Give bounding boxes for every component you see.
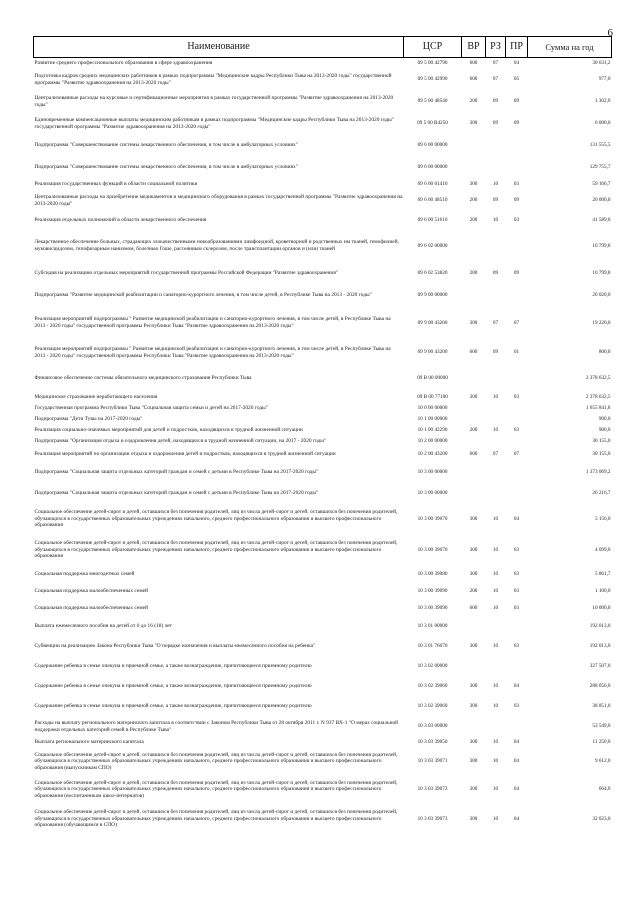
table-row xyxy=(34,157,612,179)
row-vr: 300 xyxy=(469,319,478,326)
row-rz: 10 xyxy=(492,703,499,710)
row-sum: 20 000,0 xyxy=(592,197,611,204)
table-row xyxy=(34,535,612,566)
row-sum: 1 655 841,8 xyxy=(585,404,611,411)
row-sum: 131 555,5 xyxy=(589,142,611,149)
table-row xyxy=(34,179,612,190)
row-rz xyxy=(486,483,506,504)
row-sum: 10 799,8 xyxy=(592,242,611,249)
row-sum: 1 373 069,2 xyxy=(585,469,611,476)
table-row xyxy=(34,91,612,113)
row-name: Подпрограмма "Организация отдыха и оздоровления детей, находящихся в трудной жизненной ситуации, на 2017 - 2020 годы" xyxy=(34,437,327,444)
row-vr: 300 xyxy=(469,120,478,127)
row-sum: 53 549,0 xyxy=(592,723,611,730)
row-csr: 09 6 00 48510 xyxy=(417,197,448,204)
row-csr: 09 В 00 77100 xyxy=(417,393,448,400)
row-pr xyxy=(506,135,528,157)
row-vr: 200 xyxy=(469,197,478,204)
row-vr: 600 xyxy=(469,604,478,611)
row-pr: 04 xyxy=(513,786,520,793)
table-row xyxy=(34,583,612,600)
table-row xyxy=(34,637,612,657)
row-rz: 09 xyxy=(492,98,499,105)
row-csr: 09 6 00 00000 xyxy=(417,142,448,149)
table-header-row xyxy=(34,37,612,58)
row-sum: 4 099,0 xyxy=(594,546,611,553)
row-pr: 04 xyxy=(513,758,520,765)
row-pr: 05 xyxy=(513,76,520,83)
row-pr: 04 xyxy=(513,683,520,690)
table-row xyxy=(34,212,612,230)
row-pr: 07 xyxy=(513,451,520,458)
row-rz: 09 xyxy=(492,197,499,204)
header-sum: Сумма на год xyxy=(528,37,612,58)
row-vr xyxy=(462,483,486,504)
row-sum: 129 755,7 xyxy=(589,164,611,171)
row-pr: 03 xyxy=(513,643,520,650)
row-name: Централизованные расходы на приобретение медикаментов и медицинского оборудования в рамках государственной программы "Развитие здравоохранения на 2013-2020 годы" xyxy=(34,193,403,207)
row-name: Субсидия на реализацию отдельных мероприятий государственной программы Российской Федерации "Развитие здравоохранения" xyxy=(34,270,338,277)
row-sum: 192 013,0 xyxy=(589,643,611,650)
row-rz: 10 xyxy=(492,683,499,690)
row-rz: 10 xyxy=(492,815,499,822)
row-csr: 10 3 00 39070 xyxy=(417,515,448,522)
row-csr: 10 3 03 39071 xyxy=(417,758,448,765)
row-csr: 09 6 02 53820 xyxy=(417,270,448,277)
row-rz xyxy=(486,717,506,737)
row-csr: 09 5 00 48540 xyxy=(417,98,448,105)
row-sum: 5 156,0 xyxy=(594,515,611,522)
row-name: Реализация мероприятий подпрограммы " Развитие медицинской реабилитации и санаторно-курортного лечения, в том числе детей, в Республике Тыва на 2013 - 2020 годы" государственной программы Республики Тыва "Развитие здравоохранения на 2013-2020 годы" xyxy=(34,316,391,329)
row-pr: 04 xyxy=(513,60,520,67)
table-row xyxy=(34,804,612,835)
row-rz xyxy=(486,414,506,425)
row-csr: 10 3 02 39060 xyxy=(417,703,448,710)
row-rz xyxy=(486,230,506,263)
row-sum: 977,0 xyxy=(598,76,611,83)
row-sum: 9 612,0 xyxy=(594,758,611,765)
row-csr: 09 6 00 00000 xyxy=(417,164,448,171)
table-row xyxy=(34,436,612,447)
row-sum: 2 378 632,5 xyxy=(585,393,611,400)
row-csr: 10 3 03 39072 xyxy=(417,786,448,793)
row-rz: 07 xyxy=(492,451,499,458)
row-rz xyxy=(486,285,506,307)
row-rz xyxy=(486,135,506,157)
table-row xyxy=(34,340,612,366)
row-rz xyxy=(486,463,506,483)
row-sum: 900,0 xyxy=(598,426,611,433)
table-row xyxy=(34,657,612,677)
row-pr: 03 xyxy=(513,587,520,594)
row-csr: 09 6 02 00000 xyxy=(417,242,448,249)
row-sum: 2 378 632,5 xyxy=(585,375,611,382)
table-row xyxy=(34,113,612,135)
row-name: Подготовка кадров средних медицинских работников в рамках подпрограммы "Медицинские кадры Республики Тыва на 2013-2020 годы" государственной программы "Развитие здравоохранения на 2013-2020 годы" xyxy=(34,72,392,86)
row-vr xyxy=(462,414,486,425)
row-name: Государственная программа Республики Тыва "Социальная защита семьи и детей на 2017-2020 годы" xyxy=(34,404,268,411)
row-pr xyxy=(506,657,528,677)
row-rz: 10 xyxy=(492,217,499,224)
table-row xyxy=(34,403,612,414)
row-vr: 200 xyxy=(469,217,478,224)
table-row xyxy=(34,463,612,483)
row-name: Подпрограмма "Социальная защита отдельных категорий граждан и семей с детьми в Республике Тыва на 2017-2020 годы" xyxy=(34,469,319,476)
row-pr: 04 xyxy=(513,515,520,522)
row-name: Подпрограмма "Развитие медицинской реабилитации и санаторно-курортного лечения, в том числе детей, в Республике Тыва на 2013 - 2020 годы" xyxy=(34,292,372,299)
table-row xyxy=(34,717,612,737)
row-rz: 09 xyxy=(492,349,499,356)
row-sum: 10 799,8 xyxy=(592,270,611,277)
row-sum: 288 656,0 xyxy=(589,683,611,690)
table-row xyxy=(34,776,612,804)
row-rz: 07 xyxy=(492,76,499,83)
table-row xyxy=(34,504,612,535)
row-sum: 20 020,0 xyxy=(592,292,611,299)
row-csr: 09 6 00 01410 xyxy=(417,180,448,187)
row-rz: 10 xyxy=(492,180,499,187)
row-vr: 200 xyxy=(469,270,478,277)
table-row xyxy=(34,285,612,307)
row-name: Реализация государственных функций в области социальной политики xyxy=(34,180,198,187)
row-pr xyxy=(506,617,528,637)
row-name: Социальное обеспечение детей-сирот и детей, оставшихся без попечения родителей, лиц из числа детей-сирот и детей, оставшихся без попечения родителей, обучающихся в государственных образовательных учреждениях начального, среднего профессионального образования и высшего профессионального образования (выпускникам СПО) xyxy=(34,751,398,771)
row-name: Социальная поддержка многодетных семей xyxy=(34,570,135,577)
row-sum: 41 589,0 xyxy=(592,217,611,224)
row-rz: 10 xyxy=(492,587,499,594)
row-name: Лекарственное обеспечение больных, страдающих злокачественными новообразованиями лимфоидной, кроветворной и родственных им тканей, гемофилией, муковисцидозом, гипофизарным нанизмом, болезнью Гоше, рассеянным склерозом, после трансплантации органов и (или) тканей xyxy=(34,239,399,252)
row-sum: 664,0 xyxy=(598,786,611,793)
row-csr: 09 5 00 42790 xyxy=(417,60,448,67)
row-rz: 09 xyxy=(492,270,499,277)
table-row xyxy=(34,263,612,285)
row-csr: 09 9 00 43200 xyxy=(417,319,448,326)
row-rz xyxy=(486,157,506,179)
row-sum: 30 631,2 xyxy=(592,60,611,67)
row-sum: 800,0 xyxy=(598,349,611,356)
row-csr: 09 6 00 51610 xyxy=(417,217,448,224)
row-pr: 03 xyxy=(513,546,520,553)
row-csr: 10 3 03 00000 xyxy=(417,723,448,730)
row-rz xyxy=(486,657,506,677)
row-csr: 10 3 03 39050 xyxy=(417,738,448,745)
row-pr: 03 xyxy=(513,217,520,224)
row-csr: 10 2 00 43200 xyxy=(417,451,448,458)
row-sum: 5 861,7 xyxy=(594,570,611,577)
row-pr: 07 xyxy=(513,319,520,326)
table-row xyxy=(34,135,612,157)
row-vr: 600 xyxy=(469,76,478,83)
row-pr xyxy=(506,717,528,737)
table-row xyxy=(34,447,612,463)
table-row xyxy=(34,307,612,340)
row-vr xyxy=(462,366,486,392)
row-csr: 09 5 00 42990 xyxy=(417,76,448,83)
row-name: Социальное обеспечение детей-сирот и детей, оставшихся без попечения родителей, лиц из числа детей-сирот и детей, оставшихся без попечения родителей, обучающихся в государственных образовательных учреждениях начального, среднего профессионального образования и высшего профессионального образования xyxy=(34,540,398,560)
header-vr: ВР xyxy=(462,37,486,58)
row-rz xyxy=(486,436,506,447)
row-vr: 200 xyxy=(469,587,478,594)
row-csr: 10 3 00 39090 xyxy=(417,604,448,611)
header-name: Наименование xyxy=(34,37,404,58)
row-name: Подпрограмма "Социальная защита отдельных категорий граждан и семей с детьми в Республике Тыва на 2017-2020 годы" xyxy=(34,489,319,496)
row-vr: 200 xyxy=(469,426,478,433)
row-pr: 04 xyxy=(513,815,520,822)
table-row xyxy=(34,697,612,717)
row-pr: 03 xyxy=(513,180,520,187)
row-rz xyxy=(486,617,506,637)
row-name: Социальное обеспечение детей-сирот и детей, оставшихся без попечения родителей, лиц из числа детей-сирот и детей, оставшихся без попечения родителей, обучающихся в государственных образовательных учреждениях начального, среднего профессионального образования и высшего профессионального образования xyxy=(34,509,398,529)
row-pr: 09 xyxy=(513,98,520,105)
row-rz: 10 xyxy=(492,604,499,611)
table-row xyxy=(34,617,612,637)
row-sum: 900,0 xyxy=(598,415,611,422)
row-vr: 300 xyxy=(469,570,478,577)
row-name: Единовременные компенсационные выплаты медицинским работникам в рамках подпрограммы "Медицинские кадры Республики Тыва на 2013-2020 годы" государственной программы "Развитие здравоохранения на 2013-2020 годы" xyxy=(34,116,394,130)
row-csr: 10 3 02 39060 xyxy=(417,683,448,690)
row-vr xyxy=(462,403,486,414)
row-name: Подпрограмма "Совершенствование системы лекарственного обеспечения, в том числе в амбулаторных условиях" xyxy=(34,164,298,171)
row-vr xyxy=(462,617,486,637)
row-name: Расходы на выплату регионального материнского капитала в соответствии с Законом Республики Тыва от 28 октября 2011 г. N 937 ВХ-1 "О мерах социальной поддержки отдельных категорий семей в Республике Тыва" xyxy=(34,719,399,733)
row-vr xyxy=(462,717,486,737)
row-name: Содержание ребенка в семье опекуна и приемной семье, а также вознаграждение, причитающееся приемному родителю xyxy=(34,663,312,670)
row-vr: 300 xyxy=(469,515,478,522)
row-csr: 09 5 00 R4250 xyxy=(417,120,448,127)
row-csr: 10 0 00 00000 xyxy=(417,404,448,411)
row-csr: 09 В 00 00000 xyxy=(417,375,448,382)
row-rz: 10 xyxy=(492,570,499,577)
row-vr: 300 xyxy=(469,703,478,710)
row-name: Субвенции на реализацию Закона Республики Тыва "О порядке назначения и выплаты ежемесячного пособия на ребенка" xyxy=(34,643,316,650)
row-pr xyxy=(506,403,528,414)
row-pr: 09 xyxy=(513,120,520,127)
row-vr: 300 xyxy=(469,683,478,690)
row-rz: 10 xyxy=(492,515,499,522)
row-name: Социальная поддержка малообеспеченных семей xyxy=(34,587,148,594)
table-row xyxy=(34,230,612,263)
row-name: Реализация отдельных полномочий в области лекарственного обеспечения xyxy=(34,217,207,224)
row-vr xyxy=(462,157,486,179)
row-rz: 10 xyxy=(492,786,499,793)
row-vr: 300 xyxy=(469,393,478,400)
row-csr: 10 3 00 39070 xyxy=(417,546,448,553)
row-name: Развитие среднего профессионального образования в сфере здравоохранения xyxy=(34,59,213,66)
row-sum: 1 100,0 xyxy=(594,587,611,594)
row-vr xyxy=(462,285,486,307)
row-sum: 26 216,7 xyxy=(592,489,611,496)
table-row xyxy=(34,414,612,425)
row-sum: 32 023,0 xyxy=(592,815,611,822)
row-sum: 192 013,0 xyxy=(589,623,611,630)
row-vr: 600 xyxy=(469,60,478,67)
row-csr: 10 3 00 00000 xyxy=(417,489,448,496)
row-vr: 200 xyxy=(469,98,478,105)
row-name: Содержание ребенка в семье опекуна и приемной семье, а также вознаграждение, причитающееся приемному родителю xyxy=(34,703,312,710)
row-vr xyxy=(462,436,486,447)
row-pr xyxy=(506,463,528,483)
row-name: Выплата регионального материнского капитала xyxy=(34,738,144,745)
row-sum: 10 000,0 xyxy=(592,604,611,611)
row-name: Медицинское страхование неработающего населения xyxy=(34,393,158,400)
row-csr: 10 3 00 00000 xyxy=(417,469,448,476)
row-rz: 07 xyxy=(492,60,499,67)
header-rz: РЗ xyxy=(486,37,506,58)
table-row xyxy=(34,566,612,583)
header-csr: ЦСР xyxy=(404,37,462,58)
row-pr xyxy=(506,366,528,392)
row-pr xyxy=(506,414,528,425)
table-row xyxy=(34,58,612,69)
row-sum: 11 250,0 xyxy=(592,738,611,745)
table-row xyxy=(34,748,612,776)
row-pr xyxy=(506,483,528,504)
row-pr: 03 xyxy=(513,426,520,433)
row-csr: 09 9 00 00000 xyxy=(417,292,448,299)
row-pr: 01 xyxy=(513,349,520,356)
row-rz xyxy=(486,403,506,414)
row-name: Финансовое обеспечение системы обязательного медицинского страхования Республики Тыва xyxy=(34,375,252,382)
row-vr: 300 xyxy=(469,546,478,553)
page-number: 6 xyxy=(607,27,613,39)
row-pr xyxy=(506,157,528,179)
row-sum: 38 851,0 xyxy=(592,703,611,710)
header-pr: ПР xyxy=(506,37,528,58)
row-csr: 10 1 00 42290 xyxy=(417,426,448,433)
row-name: Социальное обеспечение детей-сирот и детей, оставшихся без попечения родителей, лиц из числа детей-сирот и детей, оставшихся без попечения родителей, обучающихся в государственных образовательных учреждениях начального, среднего профессионального образования и высшего профессионального образования (обучающимся в СПО) xyxy=(34,809,398,829)
budget-table xyxy=(33,36,612,835)
row-vr: 600 xyxy=(469,451,478,458)
row-csr: 10 3 01 00000 xyxy=(417,623,448,630)
row-vr xyxy=(462,463,486,483)
row-csr: 10 3 00 39090 xyxy=(417,587,448,594)
row-pr xyxy=(506,230,528,263)
row-csr: 10 3 02 00000 xyxy=(417,663,448,670)
table-row xyxy=(34,600,612,617)
row-sum: 6 000,0 xyxy=(594,120,611,127)
row-vr: 300 xyxy=(469,180,478,187)
row-pr: 09 xyxy=(513,270,520,277)
row-rz: 10 xyxy=(492,738,499,745)
row-name: Содержание ребенка в семье опекуна и приемной семье, а также вознаграждение, причитающееся приемному родителю xyxy=(34,683,312,690)
row-name: Реализация мероприятий подпрограммы " Развитие медицинской реабилитации и санаторно-курортного лечения, в том числе детей, в Республике Тыва на 2013 - 2020 годы" государственной программы Республики Тыва "Развитие здравоохранения на 2013-2020 годы" xyxy=(34,345,391,359)
table-row xyxy=(34,392,612,403)
table-row xyxy=(34,425,612,436)
table-row xyxy=(34,737,612,748)
table-row xyxy=(34,483,612,504)
row-name: Социальное обеспечение детей-сирот и детей, оставшихся без попечения родителей, лиц из числа детей-сирот и детей, оставшихся без попечения родителей, обучающихся в государственных образовательных учреждениях начального, среднего профессионального образования и высшего профессионального образования (воспитанникам школ-интернатов) xyxy=(34,779,398,799)
row-rz: 09 xyxy=(492,120,499,127)
row-name: Выплата ежемесячного пособия на детей от 0 до 16 (18) лет xyxy=(34,623,173,630)
row-csr: 10 3 00 39080 xyxy=(417,570,448,577)
row-sum: 30 155,0 xyxy=(592,451,611,458)
row-vr xyxy=(462,135,486,157)
row-vr: 300 xyxy=(469,643,478,650)
row-sum: 327 507,0 xyxy=(589,663,611,670)
row-vr: 300 xyxy=(469,815,478,822)
row-name: Подпрограмма "Совершенствование системы лекарственного обеспечения, в том числе в амбулаторных условиях" xyxy=(34,142,298,149)
row-csr: 10 2 00 00000 xyxy=(417,437,448,444)
row-rz: 10 xyxy=(492,643,499,650)
row-pr: 09 xyxy=(513,197,520,204)
row-name: Социальная поддержка малообеспеченных семей xyxy=(34,604,148,611)
row-pr: 03 xyxy=(513,393,520,400)
row-rz: 10 xyxy=(492,393,499,400)
row-sum: 30 155,0 xyxy=(592,437,611,444)
row-name: Подпрограмма "Дети Тувы на 2017-2020 годы" xyxy=(34,415,143,422)
row-name: Реализация социально-значимых мероприятий для детей и подростков, находящихся в трудной жизненной ситуации xyxy=(34,426,303,433)
row-pr: 03 xyxy=(513,703,520,710)
row-rz xyxy=(486,366,506,392)
row-vr xyxy=(462,657,486,677)
row-rz: 10 xyxy=(492,426,499,433)
row-vr: 300 xyxy=(469,738,478,745)
row-rz: 07 xyxy=(492,319,499,326)
row-csr: 10 1 00 00000 xyxy=(417,415,448,422)
row-vr: 300 xyxy=(469,786,478,793)
row-csr: 10 3 01 76070 xyxy=(417,643,448,650)
row-sum: 59 166,7 xyxy=(592,180,611,187)
row-name: Реализация мероприятий по организации отдыха и оздоровления детей и подростков, находящихся в трудной жизненной ситуации xyxy=(34,451,336,458)
row-csr: 09 9 00 43200 xyxy=(417,349,448,356)
table-row xyxy=(34,69,612,91)
row-name: Централизованные расходы на курсовые и сертификационные мероприятия в рамках государственной программы "Развитие здравоохранения на 2013-2020 годы" xyxy=(34,94,394,108)
row-csr: 10 3 03 39073 xyxy=(417,815,448,822)
row-vr: 300 xyxy=(469,758,478,765)
table-row xyxy=(34,190,612,212)
row-sum: 1 302,0 xyxy=(594,98,611,105)
row-rz: 10 xyxy=(492,546,499,553)
row-sum: 19 220,0 xyxy=(592,319,611,326)
row-pr: 03 xyxy=(513,604,520,611)
row-vr: 600 xyxy=(469,349,478,356)
row-pr: 03 xyxy=(513,570,520,577)
row-rz: 10 xyxy=(492,758,499,765)
table-row xyxy=(34,677,612,697)
row-pr xyxy=(506,436,528,447)
row-pr xyxy=(506,285,528,307)
row-vr xyxy=(462,230,486,263)
row-pr: 04 xyxy=(513,738,520,745)
table-row xyxy=(34,366,612,392)
